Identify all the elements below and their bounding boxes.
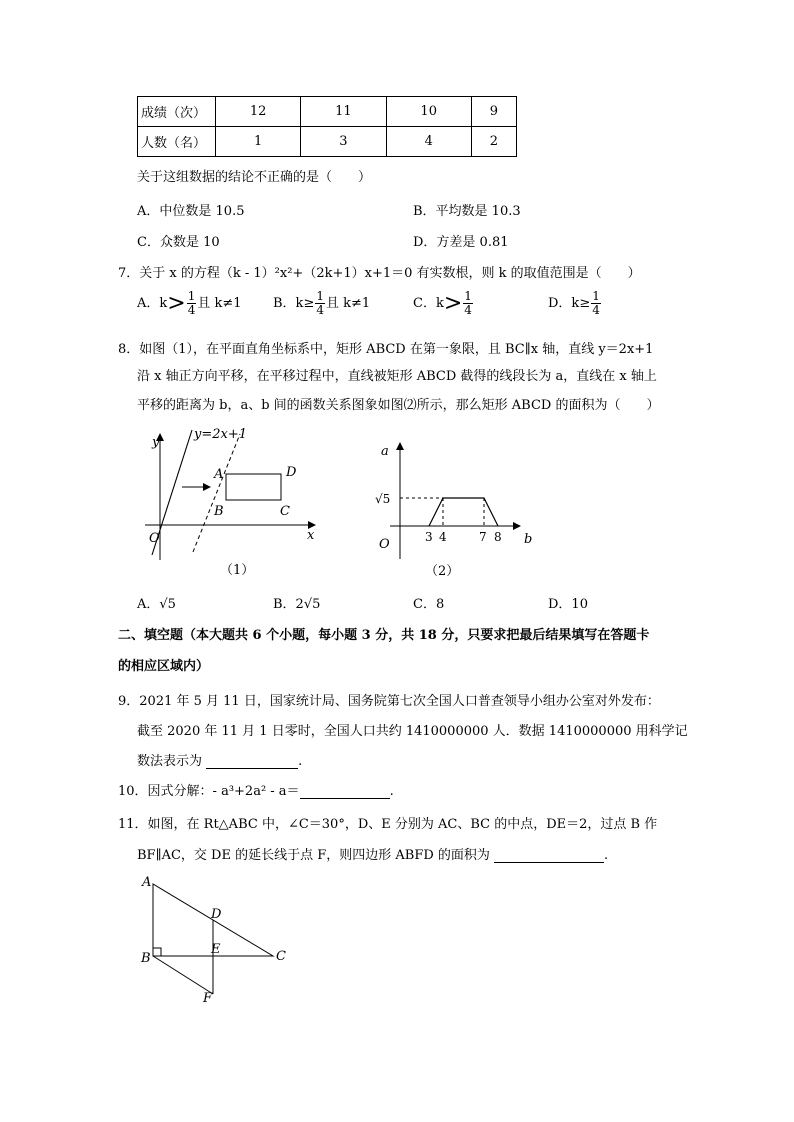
q7-text: 7．关于 x 的方程（k - 1）²x²+（2k+1）x+1＝0 有实数根，则 k 的取值范围是（ ） [118,266,641,281]
q9-answer-blank[interactable] [206,754,298,769]
point-a-label: A [142,875,152,890]
point-b-label: B [141,951,151,966]
point-a-label: A [214,467,224,482]
q9-line-1: 9．2021 年 5 月 11 日，国家统计局、国务院第七次全国人口普查领导小组办公室对外发布： [118,694,660,709]
point-f-label: F [203,991,213,1006]
x-label: x [307,528,315,543]
q8-option-b: B．2√5 [273,597,321,612]
q8-option-a: A．√5 [137,597,176,612]
point-d-label: D [286,465,297,480]
q8-line-1: 8．如图（1），在平面直角坐标系中，矩形 ABCD 在第一象限，且 BC∥x 轴，直线 y＝2x+1 [118,342,654,357]
point-c-label: C [276,949,286,964]
q10-text: 10．因式分解：- a³+2a² - a＝ [118,784,300,799]
segment-bf [153,956,213,994]
tick-label: 8 [494,530,502,544]
fraction-numerator: 1 [592,289,600,303]
y-label: y [152,435,160,450]
table-cell: 11 [301,97,386,127]
fraction-denominator: 4 [464,303,472,317]
tick-label: 3 [425,530,433,544]
shifted-line [193,434,240,552]
q7-option-a [137,290,242,317]
section-2-heading-line-1: 二、填空题（本大题共 6 个小题，每小题 3 分，共 18 分，只要求把最后结果填写在答题卡 [118,628,650,643]
origin-label: O [149,531,160,546]
q6-option-b: B．平均数是 10.3 [413,204,521,219]
point-b-label: B [214,504,224,519]
q9-line-2: 截至 2020 年 11 月 1 日零时，全国人口共约 1410000000 人．数据 1410000000 用科学记 [137,724,688,739]
period: . [389,784,394,799]
operator: ≥ [303,296,315,311]
q6-prompt: 关于这组数据的结论不正确的是（ ） [137,170,372,185]
q8-option-c: C．8 [413,597,445,612]
table-cell: 10 [386,97,471,127]
fraction [315,290,325,317]
q7-option-d [548,290,602,317]
figure-caption: （1） [220,563,255,578]
table-row [138,127,517,157]
option-label: D．k [548,296,580,311]
table-cell: 9 [471,97,516,127]
option-label: B．k [273,296,304,311]
q8-figure-2 [365,435,540,583]
tick-label: 7 [479,530,487,544]
q10-line [118,780,394,799]
q8-figure-1 [140,422,340,582]
right-angle-mark [153,948,161,956]
q8-line-2: 沿 x 轴正方向平移，在平移过程中，直线被矩形 ABCD 截得的线段长为 a，直线在 x 轴上 [137,369,657,384]
table-cell: 成绩（次） [138,97,216,127]
score-table [137,96,517,157]
q10-answer-blank[interactable] [300,784,390,799]
point-e-label: E [211,942,221,957]
fraction-numerator: 1 [316,289,324,303]
line-label: y=2x+1 [194,427,248,442]
table-cell: 4 [386,127,471,157]
q7-option-b [273,290,370,317]
fraction [591,290,601,317]
fraction-numerator: 1 [464,289,472,303]
operator: > [167,291,186,316]
fraction-numerator: 1 [187,289,196,303]
q7-option-c [413,290,474,317]
option-label: A．k [137,296,168,311]
q6-option-c: C．众数是 10 [137,235,220,250]
rectangle-abcd [226,474,281,500]
fraction [187,290,197,317]
q6-option-a: A．中位数是 10.5 [137,204,245,219]
table-cell: 2 [471,127,516,157]
origin-label: O [379,537,390,552]
tick-label: 4 [439,530,447,544]
q11-line-1: 11．如图，在 Rt△ABC 中，∠C＝30°，D、E 分别为 AC、BC 的中点，DE＝2，过点 B 作 [118,817,658,832]
figure-caption: （2） [425,564,460,579]
q11-text: BF∥AC，交 DE 的延长线于点 F，则四边形 ABFD 的面积为 [137,848,490,863]
table-cell: 1 [216,127,301,157]
q11-figure [138,872,298,1012]
option-condition: 且 k≠1 [325,296,371,311]
q6-option-d: D．方差是 0.81 [413,235,509,250]
q9-line-3 [137,750,302,769]
table-cell: 3 [301,127,386,157]
option-label: C．k [413,296,444,311]
fraction-denominator: 4 [187,303,196,317]
fraction-denominator: 4 [316,303,324,317]
section-2-heading-line-2: 的相应区域内） [118,659,210,674]
option-condition: 且 k≠1 [197,296,242,311]
q9-text: 数法表示为 [137,754,203,769]
operator: > [443,291,463,316]
q11-answer-blank[interactable] [494,848,604,863]
function-graph [429,498,498,526]
point-c-label: C [280,504,290,519]
q8-line-3: 平移的距离为 b，a、b 间的函数关系图象如图⑵所示，那么矩形 ABCD 的面积为（ ） [137,398,660,413]
q8-option-d: D．10 [548,597,588,612]
a-label: a [381,444,389,459]
period: . [298,754,303,769]
q11-line-2 [137,844,608,863]
point-d-label: D [211,907,222,922]
table-row [138,97,517,127]
fraction-denominator: 4 [592,303,600,317]
fraction [463,290,473,317]
operator: ≥ [579,296,591,311]
table-cell: 12 [216,97,301,127]
table-cell: 人数（名） [138,127,216,157]
period: . [604,848,609,863]
b-label: b [524,532,533,547]
tick-label-sqrt5: √5 [375,492,391,506]
